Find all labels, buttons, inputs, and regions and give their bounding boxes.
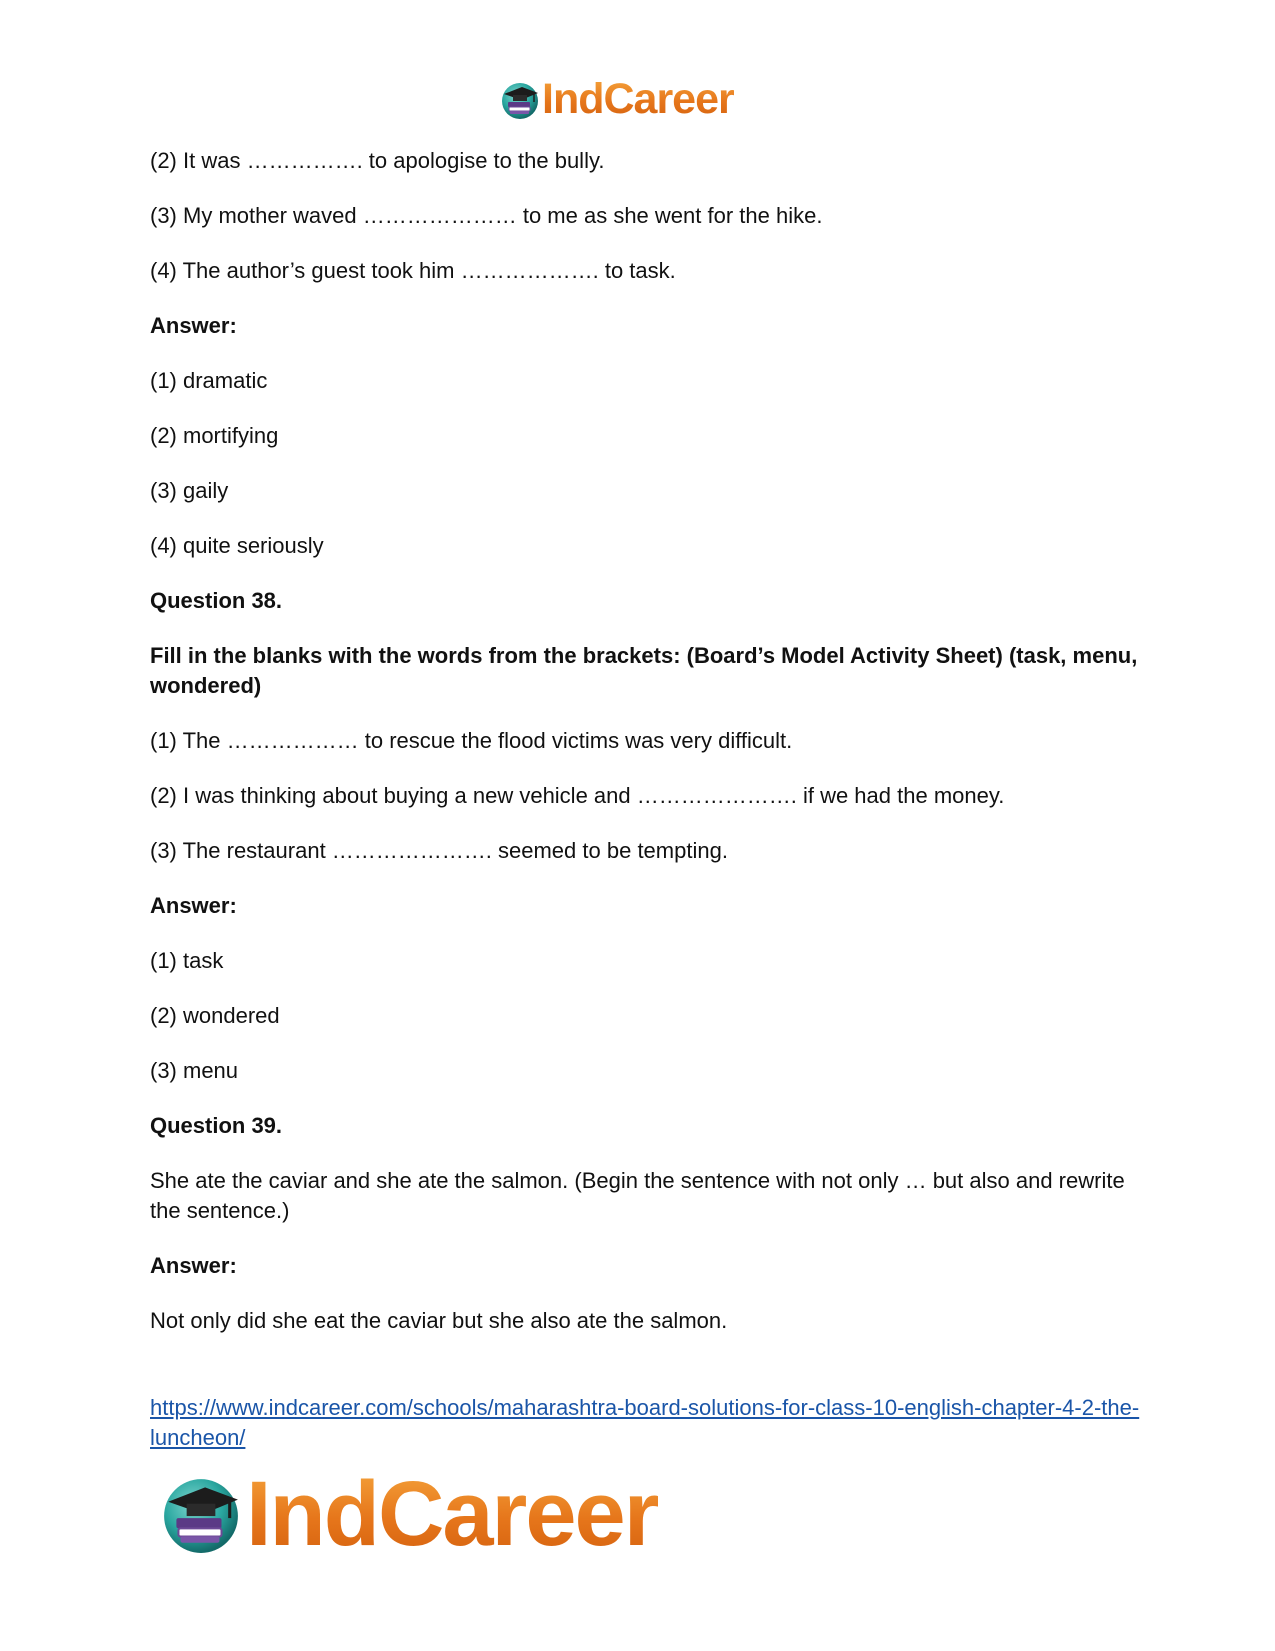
answer-line: (2) mortifying bbox=[150, 423, 279, 448]
question-prompt: Fill in the blanks with the words from the brackets: (Board’s Model Activity Sheet) (task, menu, wondered) bbox=[150, 643, 1138, 698]
answer-line: Not only did she eat the caviar but she also ate the salmon. bbox=[150, 1308, 728, 1333]
page-content bbox=[150, 146, 1140, 1361]
answer-line: (4) quite seriously bbox=[150, 533, 324, 558]
logo-text: IndCareer bbox=[246, 1463, 658, 1565]
graduation-cap-books-icon bbox=[160, 1473, 242, 1555]
text-line: (3) The restaurant …………………. seemed to be tempting. bbox=[150, 838, 728, 863]
answer-heading: Answer: bbox=[150, 313, 237, 338]
text-line: (3) My mother waved ………………… to me as she went for the hike. bbox=[150, 203, 823, 228]
text-line: (4) The author’s guest took him ………………. to task. bbox=[150, 258, 676, 283]
text-line: (2) It was ……………. to apologise to the bully. bbox=[150, 148, 605, 173]
answer-line: (1) task bbox=[150, 948, 224, 973]
source-link[interactable]: https://www.indcareer.com/schools/maharashtra-board-solutions-for-class-10-english-chapter-4-2-the-luncheon/ bbox=[150, 1395, 1140, 1450]
graduation-cap-books-icon bbox=[500, 80, 540, 120]
answer-heading: Answer: bbox=[150, 893, 237, 918]
question-heading: Question 39. bbox=[150, 1113, 283, 1138]
question-heading: Question 38. bbox=[150, 588, 283, 613]
logo-text: IndCareer bbox=[542, 75, 734, 123]
question-prompt: She ate the caviar and she ate the salmon. (Begin the sentence with not only … but also and rewrite the sentence.) bbox=[150, 1168, 1125, 1223]
footer-logo bbox=[160, 1463, 658, 1565]
answer-line: (3) gaily bbox=[150, 478, 229, 503]
answer-line: (3) menu bbox=[150, 1058, 239, 1083]
text-line: (2) I was thinking about buying a new vehicle and …………………. if we had the money. bbox=[150, 783, 1005, 808]
source-link-block bbox=[150, 1393, 1140, 1453]
answer-line: (1) dramatic bbox=[150, 368, 268, 393]
text-line: (1) The ……………… to rescue the flood victims was very difficult. bbox=[150, 728, 793, 753]
header-logo bbox=[500, 75, 734, 123]
answer-heading: Answer: bbox=[150, 1253, 237, 1278]
answer-line: (2) wondered bbox=[150, 1003, 280, 1028]
